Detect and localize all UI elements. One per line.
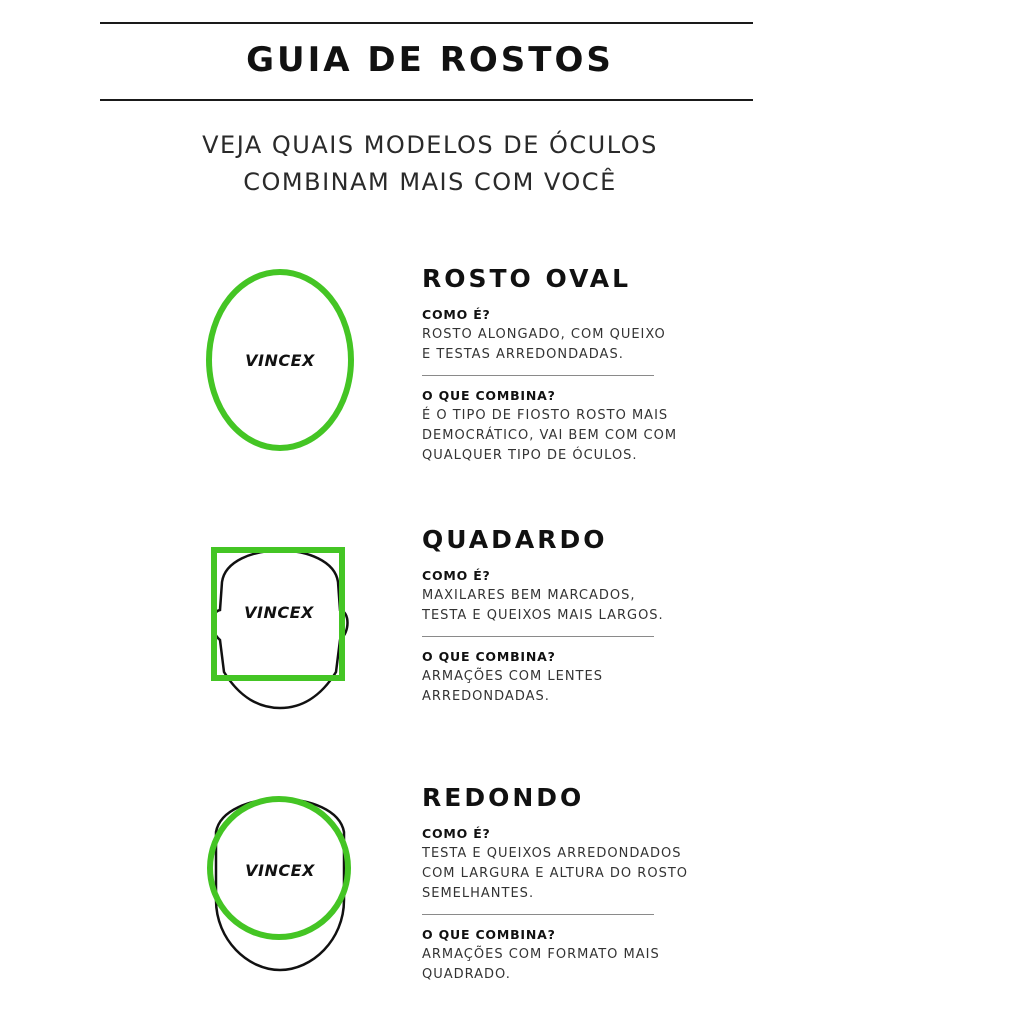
como-line: MAXILARES BEM MARCADOS, — [422, 588, 636, 603]
como-label: COMO É? — [422, 307, 491, 322]
vincex-logo: VINCEX — [245, 351, 315, 370]
round-face-illustration — [200, 780, 360, 980]
combina-line: DEMOCRÁTICO, VAI BEM COM COM — [422, 428, 678, 443]
head-outline-icon — [216, 799, 344, 970]
page-title: GUIA DE ROSTOS — [246, 40, 614, 80]
combina-line: ARMAÇÕES COM FORMATO MAIS — [422, 947, 660, 962]
section-divider — [422, 636, 654, 637]
como-line: TESTA E QUEIXOS ARREDONDADOS — [422, 846, 682, 861]
como-line: ROSTO ALONGADO, COM QUEIXO — [422, 327, 666, 342]
section-divider — [422, 375, 654, 376]
oval-face-illustration — [200, 262, 360, 457]
square-text — [422, 525, 722, 707]
combina-line: QUADRADO. — [422, 967, 511, 982]
section-divider — [422, 914, 654, 915]
como-line: E TESTAS ARREDONDADAS. — [422, 347, 624, 362]
como-line: SEMELHANTES. — [422, 886, 535, 901]
section-title: REDONDO — [422, 783, 585, 812]
como-label: COMO É? — [422, 826, 491, 841]
page-subtitle — [100, 127, 760, 201]
title-divider — [100, 99, 753, 101]
como-label: COMO É? — [422, 568, 491, 583]
combina-line: QUALQUER TIPO DE ÓCULOS. — [422, 448, 638, 463]
section-title: QUADARDO — [422, 525, 608, 554]
vincex-logo: VINCEX — [244, 603, 314, 622]
subtitle-line-1: VEJA QUAIS MODELOS DE ÓCULOS — [202, 131, 658, 159]
combina-label: O QUE COMBINA? — [422, 649, 556, 664]
combina-label: O QUE COMBINA? — [422, 388, 556, 403]
top-divider — [100, 22, 753, 24]
combina-line: ARREDONDADAS. — [422, 689, 550, 704]
combina-label: O QUE COMBINA? — [422, 927, 556, 942]
vincex-logo: VINCEX — [245, 861, 315, 880]
combina-line: ARMAÇÕES COM LENTES — [422, 669, 603, 684]
square-face-illustration — [200, 522, 360, 717]
como-line: COM LARGURA E ALTURA DO ROSTO — [422, 866, 688, 881]
como-line: TESTA E QUEIXOS MAIS LARGOS. — [422, 608, 664, 623]
round-text — [422, 783, 722, 985]
section-title: ROSTO OVAL — [422, 264, 632, 293]
combina-line: É O TIPO DE FIOSTO ROSTO MAIS — [422, 408, 669, 423]
subtitle-line-2: COMBINAM MAIS COM VOCÊ — [243, 168, 617, 196]
oval-text — [422, 264, 722, 466]
